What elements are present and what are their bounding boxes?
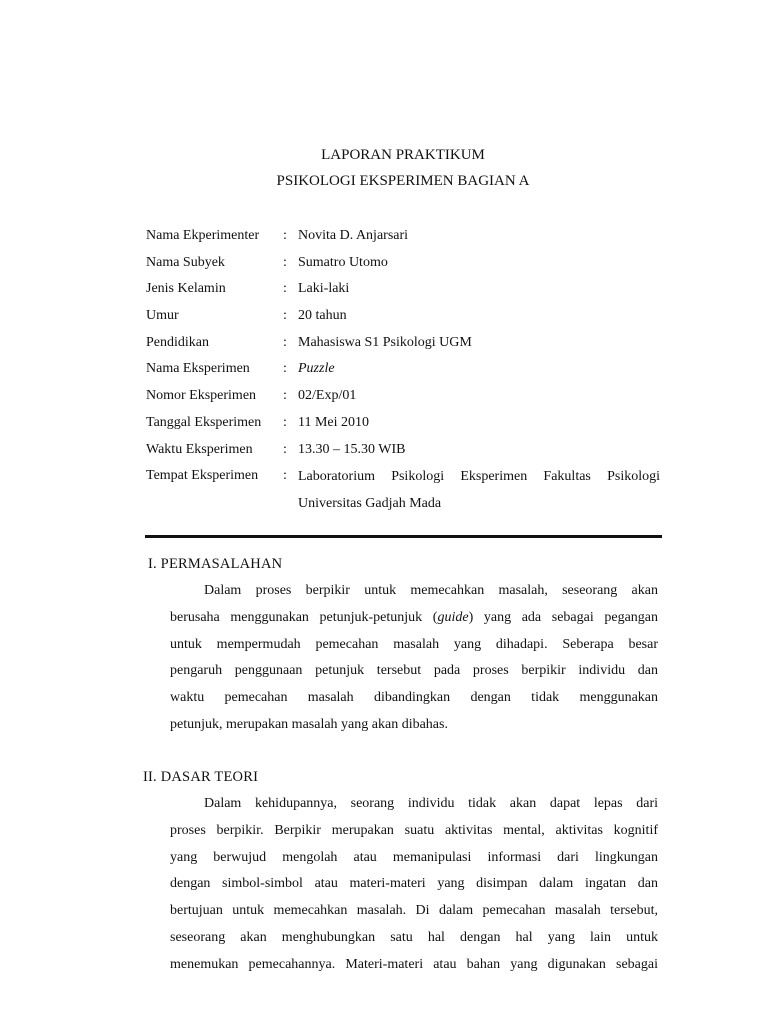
info-row bbox=[146, 280, 660, 307]
experiment-info-table bbox=[146, 227, 660, 517]
info-value-line: Universitas Gadjah Mada bbox=[298, 496, 442, 512]
info-value: Novita D. Anjarsari bbox=[298, 228, 409, 243]
paragraph-line: pengaruh penggunaan petunjuk tersebut pada proses berpikir individu dan bbox=[170, 663, 658, 679]
text-run: berusaha menggunakan petunjuk-petunjuk ( bbox=[170, 609, 438, 625]
paragraph-line: bertujuan untuk memecahkan masalah. Di dalam pemecahan masalah tersebut, bbox=[170, 903, 658, 919]
paragraph-line: seseorang akan menghubungkan satu hal dengan hal yang lain untuk bbox=[170, 929, 658, 945]
paragraph-line: proses berpikir. Berpikir merupakan suatu aktivitas mental, aktivitas kognitif bbox=[170, 822, 658, 838]
report-subtitle: PSIKOLOGI EKSPERIMEN BAGIAN A bbox=[276, 173, 530, 189]
info-row bbox=[146, 334, 660, 361]
text-run: ) yang ada sebagai pegangan bbox=[468, 609, 658, 625]
info-value-line: Laboratorium Psikologi Eksperimen Fakultas Psikologi bbox=[298, 469, 660, 485]
info-colon: : bbox=[283, 468, 287, 484]
info-label: Nama Eksperimen bbox=[146, 361, 250, 377]
info-value: Mahasiswa S1 Psikologi UGM bbox=[298, 334, 472, 350]
info-colon: : bbox=[283, 254, 287, 270]
italic-term: guide bbox=[437, 609, 469, 625]
info-label: Nama Ekperimenter bbox=[146, 228, 260, 243]
paragraph-line bbox=[170, 605, 658, 632]
paragraph-line: menemukan pemecahannya. Materi-materi atau bahan yang digunakan sebagai bbox=[170, 956, 658, 972]
info-row bbox=[146, 360, 660, 387]
info-label: Nama Subyek bbox=[146, 254, 225, 270]
info-value: 20 tahun bbox=[298, 308, 347, 324]
paragraph-line: dengan simbol-simbol atau materi-materi yang disimpan dalam ingatan dan bbox=[170, 876, 658, 892]
info-label: Umur bbox=[146, 308, 179, 324]
info-row bbox=[146, 467, 660, 517]
paragraph-line: petunjuk, merupakan masalah yang akan dibahas. bbox=[170, 716, 448, 732]
paragraph-line: yang berwujud mengolah atau memanipulasi informasi dari lingkungan bbox=[170, 849, 658, 865]
info-row bbox=[146, 387, 660, 414]
paragraph-line: Dalam kehidupannya, seorang individu tidak akan dapat lepas dari bbox=[204, 796, 658, 811]
info-value: Puzzle bbox=[298, 361, 335, 377]
section-paragraph-dasar-teori bbox=[170, 791, 658, 979]
report-title: LAPORAN PRAKTIKUM bbox=[321, 147, 485, 163]
info-label: Nomor Eksperimen bbox=[146, 388, 257, 404]
info-row bbox=[146, 227, 660, 254]
info-colon: : bbox=[283, 281, 287, 297]
paragraph-line: Dalam proses berpikir untuk memecahkan masalah, seseorang akan bbox=[204, 583, 658, 598]
paragraph-line: untuk mempermudah pemecahan masalah yang dihadapi. Seberapa besar bbox=[170, 636, 658, 652]
info-value: 02/Exp/01 bbox=[298, 388, 357, 404]
section-heading-dasar-teori: II. DASAR TEORI bbox=[143, 769, 259, 785]
info-value bbox=[298, 463, 660, 517]
horizontal-divider bbox=[145, 535, 662, 538]
info-colon: : bbox=[283, 334, 287, 350]
info-value: Laki-laki bbox=[298, 281, 350, 297]
info-colon: : bbox=[283, 308, 287, 324]
section-heading-permasalahan: I. PERMASALAHAN bbox=[148, 556, 283, 572]
info-row bbox=[146, 307, 660, 334]
info-colon: : bbox=[283, 414, 287, 430]
info-value: Sumatro Utomo bbox=[298, 254, 388, 270]
info-colon: : bbox=[283, 441, 287, 457]
info-label: Waktu Eksperimen bbox=[146, 441, 253, 457]
info-label: Tanggal Eksperimen bbox=[146, 414, 262, 430]
info-value: 13.30 – 15.30 WIB bbox=[298, 441, 406, 457]
section-paragraph-permasalahan bbox=[170, 578, 658, 739]
info-label: Tempat Eksperimen bbox=[146, 468, 259, 484]
info-colon: : bbox=[283, 388, 287, 404]
info-label: Jenis Kelamin bbox=[146, 281, 226, 297]
info-row bbox=[146, 414, 660, 441]
info-row bbox=[146, 254, 660, 281]
info-value: 11 Mei 2010 bbox=[298, 414, 370, 430]
paragraph-line: waktu pemecahan masalah dibandingkan dengan tidak menggunakan bbox=[170, 690, 658, 706]
info-colon: : bbox=[283, 228, 287, 243]
info-label: Pendidikan bbox=[146, 334, 209, 350]
info-colon: : bbox=[283, 361, 287, 377]
